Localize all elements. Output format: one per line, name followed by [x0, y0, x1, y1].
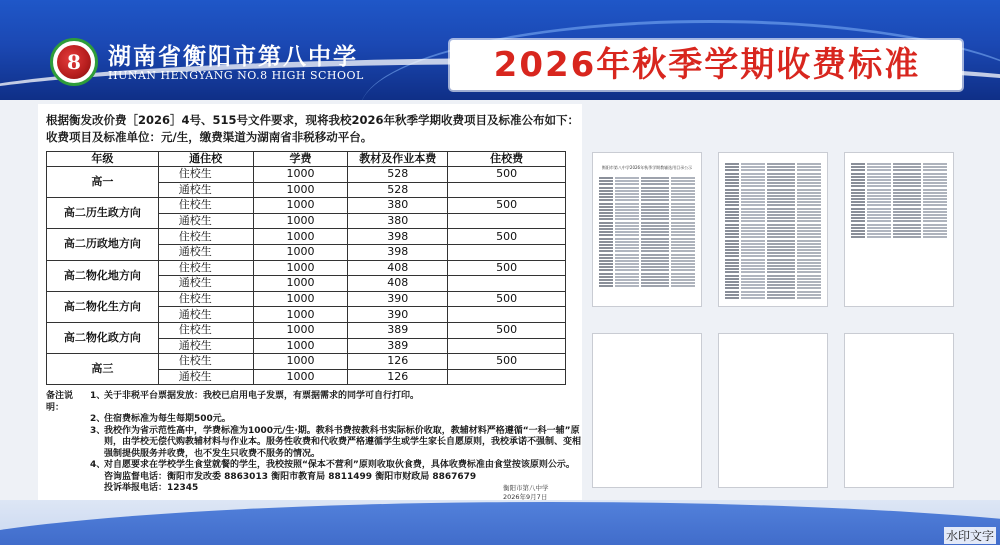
document-thumbnail-blank[interactable]	[718, 333, 828, 488]
boarding-type-cell: 通校生	[158, 276, 253, 292]
dorm-cell	[448, 213, 566, 229]
footer-wave	[0, 502, 1000, 545]
hotline: 咨询监督电话：衡阳市发改委 8863013 衡阳市教育局 8811499 衡阳市财政局 8867679	[104, 471, 477, 482]
thumbnail-lines	[725, 163, 821, 300]
dorm-cell: 500	[448, 291, 566, 307]
tuition-cell: 1000	[253, 229, 348, 245]
header-grade: 年级	[47, 152, 159, 167]
document-thumbnail[interactable]	[844, 152, 954, 307]
table-row	[47, 260, 566, 276]
dorm-cell: 500	[448, 229, 566, 245]
thumbnail-title: 衡阳市第八中学2026年秋季学期教辅选用目录公示	[601, 165, 693, 170]
footer-band	[0, 500, 1000, 545]
signature-block	[503, 484, 549, 502]
tuition-cell: 1000	[253, 322, 348, 338]
grade-cell: 高二物化地方向	[47, 260, 159, 291]
table-row	[47, 354, 566, 370]
grade-cell: 高二物化生方向	[47, 291, 159, 322]
tuition-cell: 1000	[253, 276, 348, 292]
books-cell: 398	[348, 229, 448, 245]
notes-section	[46, 391, 586, 495]
fee-table	[46, 151, 566, 385]
dorm-cell: 500	[448, 260, 566, 276]
tuition-cell: 1000	[253, 198, 348, 214]
table-row	[47, 291, 566, 307]
note-item: 2、 住宿费标准为每生每期500元。	[90, 414, 231, 424]
document-thumbnail[interactable]	[592, 152, 702, 307]
books-cell: 126	[348, 354, 448, 370]
boarding-type-cell: 通校生	[158, 369, 253, 385]
books-cell: 380	[348, 198, 448, 214]
boarding-type-cell: 通校生	[158, 307, 253, 323]
note-item: 4、 对自愿要求在学校学生食堂就餐的学生，我校按照“保本不营利”原则收取伙食费，具体收费标准由食堂按该原则公示。	[90, 460, 575, 470]
table-row	[47, 229, 566, 245]
document-thumbnail-blank[interactable]	[844, 333, 954, 488]
document-thumbnail-blank[interactable]	[592, 333, 702, 488]
books-cell: 390	[348, 307, 448, 323]
table-row	[47, 198, 566, 214]
dorm-cell	[448, 307, 566, 323]
dorm-cell	[448, 276, 566, 292]
dorm-cell	[448, 338, 566, 354]
intro-text	[46, 112, 586, 146]
note-item: 3、 我校作为省示范性高中，学费标准为1000元/生·期。教科书费按教科书实际标价收取，教辅材料严格遵循“一科一辅”原则，由学校无偿代购教辅材料与作业本。服务性收费和代收费严格遵循学生或学生家长自愿原则，我校承诺不强制、变相强制提供服务并收费，也不发生只收费不服务的情况。	[90, 425, 582, 459]
books-cell: 126	[348, 369, 448, 385]
intro-line-2: 收费项目及标准单位：元/生，缴费渠道为湖南省非税移动平台。	[46, 130, 373, 144]
tuition-cell: 1000	[253, 260, 348, 276]
notes-label: 备注说明：	[46, 391, 74, 413]
grade-cell: 高一	[47, 167, 159, 198]
dorm-cell: 500	[448, 354, 566, 370]
grade-cell: 高二历生政方向	[47, 198, 159, 229]
books-cell: 380	[348, 213, 448, 229]
grade-cell: 高二物化政方向	[47, 322, 159, 353]
watermark-text: 水印文字	[945, 529, 994, 543]
header-dorm: 住校费	[448, 152, 566, 167]
dorm-cell	[448, 244, 566, 260]
school-name-en: HUNAN HENGYANG NO.8 HIGH SCHOOL	[108, 69, 364, 82]
page-title: 2026年秋季学期收费标准	[493, 45, 921, 85]
table-row	[47, 167, 566, 183]
books-cell: 408	[348, 260, 448, 276]
table-header-row	[47, 152, 566, 167]
tuition-cell: 1000	[253, 244, 348, 260]
sign-date: 2026年9月7日	[503, 493, 548, 501]
school-name-cn: 湖南省衡阳市第八中学	[108, 43, 358, 70]
tuition-cell: 1000	[253, 354, 348, 370]
boarding-type-cell: 住校生	[158, 198, 253, 214]
boarding-type-cell: 住校生	[158, 354, 253, 370]
boarding-type-cell: 通校生	[158, 244, 253, 260]
boarding-type-cell: 通校生	[158, 182, 253, 198]
boarding-type-cell: 住校生	[158, 229, 253, 245]
document-thumbnail[interactable]	[718, 152, 828, 307]
books-cell: 389	[348, 322, 448, 338]
boarding-type-cell: 住校生	[158, 167, 253, 183]
sign-org: 衡阳市第八中学	[503, 484, 549, 492]
note-item: 备注说明： 1、 关于非税平台票据发放：我校已启用电子发票，有票据需求的同学可自行打印。	[46, 391, 420, 413]
books-cell: 398	[348, 244, 448, 260]
dorm-cell: 500	[448, 322, 566, 338]
grade-cell: 高三	[47, 354, 159, 385]
dorm-cell: 500	[448, 167, 566, 183]
header-boarding-type: 通住校	[158, 152, 253, 167]
dorm-cell	[448, 182, 566, 198]
tuition-cell: 1000	[253, 213, 348, 229]
header-tuition: 学费	[253, 152, 348, 167]
table-row	[47, 322, 566, 338]
tuition-cell: 1000	[253, 338, 348, 354]
school-logo-icon: 8	[50, 38, 98, 86]
books-cell: 408	[348, 276, 448, 292]
thumbnail-lines	[599, 177, 695, 289]
boarding-type-cell: 住校生	[158, 322, 253, 338]
grade-cell: 高二历政地方向	[47, 229, 159, 260]
books-cell: 528	[348, 167, 448, 183]
tuition-cell: 1000	[253, 167, 348, 183]
tuition-cell: 1000	[253, 291, 348, 307]
books-cell: 390	[348, 291, 448, 307]
boarding-type-cell: 通校生	[158, 213, 253, 229]
dorm-cell: 500	[448, 198, 566, 214]
boarding-type-cell: 住校生	[158, 260, 253, 276]
tuition-cell: 1000	[253, 307, 348, 323]
boarding-type-cell: 住校生	[158, 291, 253, 307]
thumbnail-lines	[851, 163, 947, 240]
boarding-type-cell: 通校生	[158, 338, 253, 354]
dorm-cell	[448, 369, 566, 385]
books-cell: 528	[348, 182, 448, 198]
intro-line-1: 根据衡发改价费［2026］4号、515号文件要求，现将我校2026年秋季学期收费项目及标准公布如下：	[46, 113, 580, 127]
header-books: 教材及作业本费	[348, 152, 448, 167]
tuition-cell: 1000	[253, 369, 348, 385]
complaint-line: 投诉举报电话：12345	[104, 483, 199, 493]
tuition-cell: 1000	[253, 182, 348, 198]
books-cell: 389	[348, 338, 448, 354]
